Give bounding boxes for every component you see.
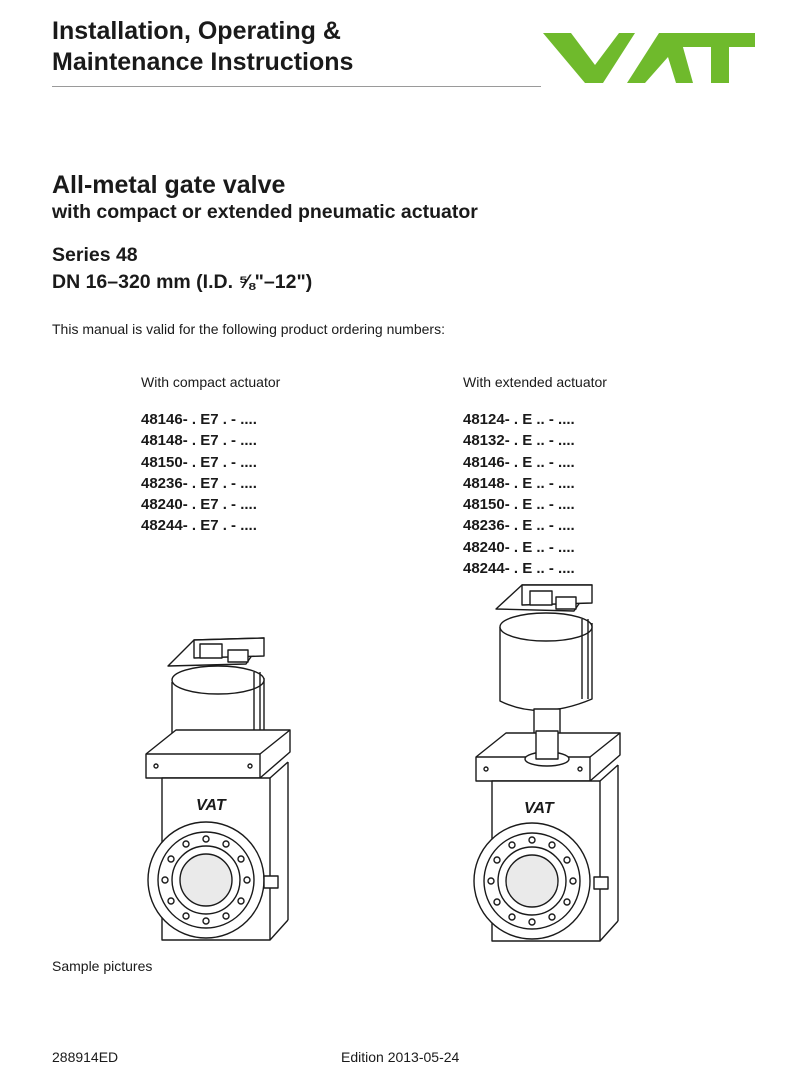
series-name: Series 48 — [52, 244, 138, 266]
ordering-code: 48240- . E7 . - .... — [141, 496, 257, 514]
compact-actuator-heading: With compact actuator — [141, 374, 281, 390]
manual-title-line-2: Maintenance Instructions — [52, 48, 354, 76]
svg-text:VAT: VAT — [524, 800, 554, 817]
ordering-code: 48244- . E7 . - .... — [141, 517, 257, 535]
header-divider — [52, 86, 541, 87]
size-range: DN 16–320 mm (I.D. ⅝"–12") — [52, 271, 313, 293]
manual-title — [52, 16, 353, 78]
ordering-code: 48236- . E7 . - .... — [141, 474, 257, 492]
product-title: All-metal gate valve — [52, 171, 286, 199]
vat-logo — [543, 33, 755, 85]
extended-valve-drawing — [466, 583, 644, 949]
compact-valve-drawing — [136, 580, 314, 950]
ordering-code: 48146- . E .. - .... — [463, 453, 575, 471]
ordering-code: 48236- . E .. - .... — [463, 517, 575, 535]
validity-note: This manual is valid for the following product ordering numbers: — [52, 321, 445, 337]
ordering-code: 48124- . E .. - .... — [463, 411, 575, 428]
compact-code-list — [141, 409, 257, 537]
product-subtitle: with compact or extended pneumatic actuator — [52, 201, 478, 223]
edition-date: Edition 2013-05-24 — [341, 1049, 460, 1065]
extended-code-list — [463, 409, 575, 579]
ordering-code: 48244- . E .. - .... — [463, 560, 575, 578]
ordering-code: 48148- . E7 . - .... — [141, 432, 257, 450]
series-block — [52, 242, 312, 296]
ordering-code: 48132- . E .. - .... — [463, 432, 575, 450]
figure-caption: Sample pictures — [52, 958, 153, 974]
ordering-code: 48150- . E7 . - .... — [141, 453, 257, 471]
document-number: 288914ED — [52, 1049, 119, 1065]
ordering-code: 48150- . E .. - .... — [463, 496, 575, 514]
ordering-code: 48148- . E .. - .... — [463, 474, 575, 492]
ordering-code: 48240- . E .. - .... — [463, 538, 575, 556]
extended-actuator-heading: With extended actuator — [463, 374, 607, 390]
manual-title-line-1: Installation, Operating & — [52, 17, 341, 45]
ordering-code: 48146- . E7 . - .... — [141, 411, 257, 428]
svg-text:VAT: VAT — [196, 797, 226, 814]
